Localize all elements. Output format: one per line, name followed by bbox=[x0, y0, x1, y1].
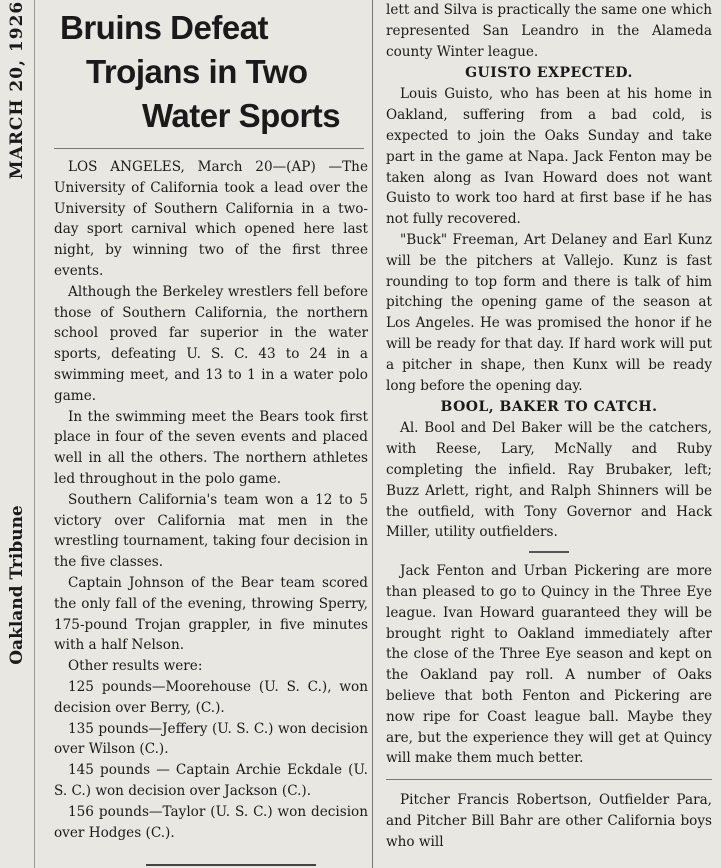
bottom-ornament bbox=[146, 864, 316, 866]
margin-strip bbox=[0, 0, 35, 868]
article-paragraph: Other results were: bbox=[68, 658, 203, 675]
article-paragraph: "Buck" Freeman, Art Delaney and Earl Kunz will be the pitchers at Vallejo. Kunz is fast rounding to top form and there is talk of him pitching the opening game of the season at Los Angeles. He was promised the honor if he will be ready for that day. If hard work will put a pitcher in shape, then Kunx will be ready long before the opening day. bbox=[386, 231, 712, 394]
right-column bbox=[386, 0, 714, 868]
left-column bbox=[46, 0, 373, 868]
article-paragraph: Pitcher Francis Robertson, Outfielder Para, and Pitcher Bill Bahr are other California boys who will bbox=[386, 792, 712, 850]
article-paragraph: lett and Silva is practically the same one which represented San Leandro in the Alameda county Winter league. bbox=[386, 2, 712, 60]
article-paragraph: Louis Guisto, who has been at his home in Oakland, suffering from a bad cold, is expected to join the Oaks Sunday and take part in the game at Napa. Jack Fenton may be taken along as Ivan Howard does not want Guisto to work too hard at first base if he has not fully recovered. bbox=[386, 86, 712, 228]
article-paragraph: Southern California's team won a 12 to 5 victory over California mat men in the wrestling tournament, taking four decision in the five classes. bbox=[54, 491, 368, 571]
article-paragraph: LOS ANGELES, March 20—(AP) —The University of California took a lead over the University of Southern California in a two-day sport carnival which opened here last night, by winning two of the first three events. bbox=[54, 159, 368, 279]
article-body bbox=[54, 157, 368, 843]
subhead-bool-baker: BOOL, BAKER TO CATCH. bbox=[440, 399, 658, 416]
section-dash bbox=[529, 551, 569, 553]
section-rule bbox=[386, 779, 712, 780]
page-date: MARCH 20, 1926 bbox=[7, 0, 27, 180]
result-line: 135 pounds—Jeffery (U. S. C.) won decision over Wilson (C.). bbox=[54, 720, 368, 758]
headline-line-1: Bruins Defeat bbox=[60, 9, 269, 46]
headline bbox=[46, 6, 372, 138]
article-paragraph: Al. Bool and Del Baker will be the catchers, with Reese, Lary, McNally and Ruby completing the infield. Ray Brubaker, left; Buzz Arlett, right, and Ralph Shinners will be the outfield, with Tony Governor and Hack Miller, utility outfielders. bbox=[386, 420, 712, 541]
result-line: 156 pounds—Taylor (U. S. C.) won decision over Hodges (C.). bbox=[54, 803, 368, 841]
headline-rule bbox=[54, 148, 364, 149]
article-paragraph: Captain Johnson of the Bear team scored the only fall of the evening, throwing Sperry, 175-pound Trojan grappler, in five minutes with a half Nelson. bbox=[54, 574, 368, 654]
subhead-guisto: GUISTO EXPECTED. bbox=[465, 65, 633, 82]
result-line: 125 pounds—Moorehouse (U. S. C.), won decision over Berry, (C.). bbox=[54, 678, 368, 716]
article-paragraph: In the swimming meet the Bears took first place in four of the seven events and placed well in all the others. The northern athletes led throughout in the polo game. bbox=[54, 408, 368, 487]
article-paragraph: Jack Fenton and Urban Pickering are more than pleased to go to Quincy in the Three Eye league. Ivan Howard guaranteed they will be brought right to Oakland immediately after the close of the Three Eye season and kept on the Oakland pay roll. A number of Oaks believe that both Fenton and Pickering are now ripe for Coast league ball. Maybe they are, but the experience they will get at Quincy will make them much better. bbox=[386, 563, 712, 767]
result-line: 145 pounds — Captain Archie Eckdale (U. S. C.) won decision over Jackson (C.). bbox=[54, 762, 368, 799]
column-body bbox=[386, 0, 712, 852]
headline-line-3: Water Sports bbox=[142, 97, 341, 134]
headline-line-2: Trojans in Two bbox=[86, 53, 308, 90]
article-paragraph: Although the Berkeley wrestlers fell before those of Southern California, the northern school proved far superior in the water sports, defeating U. S. C. 43 to 24 in a swimming meet, and 13 to 1 in a water polo game. bbox=[54, 283, 368, 404]
masthead: Oakland Tribune bbox=[7, 505, 27, 665]
